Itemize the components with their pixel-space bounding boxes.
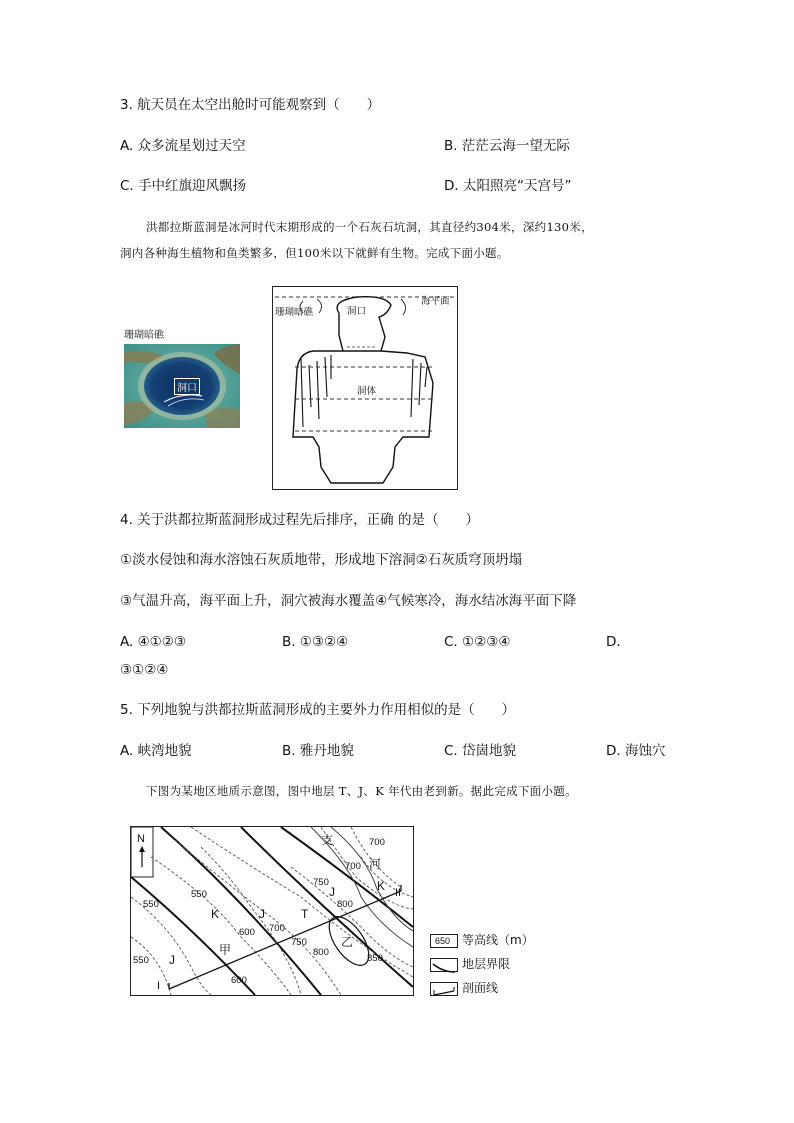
passage-2-line-1: 下图为某地区地质示意图，图中地层 T、J、K 年代由老到新。据此完成下面小题。 — [146, 784, 577, 798]
contour-label: 550 — [143, 899, 159, 910]
q4-statement-line-1: ①淡水侵蚀和海水溶蚀石灰质地带，形成地下溶洞②石灰质穹顶坍塌 — [120, 552, 523, 568]
section-start-label: I — [157, 980, 161, 992]
q4-option-d: D. — [606, 634, 621, 650]
q5-option-c: C. 岱崮地貌 — [444, 743, 517, 759]
q5-option-b: B. 雅丹地貌 — [282, 743, 354, 759]
diagram-cave-body-label: 洞体 — [357, 386, 377, 397]
q3-option-a: A. 众多流星划过天空 — [120, 138, 246, 154]
north-arrow-label: N — [137, 833, 145, 845]
q3-option-d: D. 太阳照亮“天宫号” — [444, 178, 572, 194]
q4-option-b: B. ①③②④ — [282, 634, 349, 650]
contour-label: 700 — [345, 861, 361, 872]
contour-label: 750 — [313, 877, 329, 888]
legend-contour-sample: 650 — [435, 936, 451, 946]
stratum-label: K — [211, 907, 220, 921]
legend-boundary-label: 地层界限 — [462, 957, 511, 971]
q3-stem: 3. 航天员在太空出舱时可能观察到（ ） — [120, 97, 381, 113]
section-end-label: II — [395, 887, 402, 899]
map-tributary-label-1: 支 — [321, 833, 334, 847]
map-tributary-label-2: 河 — [369, 857, 382, 871]
q4-option-d-continued: ③①②④ — [120, 662, 169, 678]
contour-label: 750 — [291, 937, 307, 948]
contour-label: 800 — [313, 947, 329, 958]
stratum-label: K — [377, 879, 386, 893]
map-legend — [430, 932, 570, 1000]
blue-hole-photo — [124, 324, 242, 432]
contour-label: 600 — [239, 927, 255, 938]
geological-map — [130, 826, 414, 996]
stratum-label: J — [169, 953, 175, 967]
q5-option-d: D. 海蚀穴 — [606, 743, 666, 759]
legend-contour-label: 等高线（m） — [462, 933, 534, 947]
q4-stem: 4. 关于洪都拉斯蓝洞形成过程先后排序，正确 的是（ ） — [120, 512, 479, 528]
contour-label: 700 — [369, 837, 385, 848]
q3-option-c: C. 手中红旗迎风飘扬 — [120, 178, 247, 194]
legend-contour-symbol — [430, 934, 458, 948]
contour-label: 700 — [269, 923, 285, 934]
legend-section-label: 剖面线 — [462, 981, 499, 995]
stratum-label: J — [329, 885, 335, 899]
diagram-sea-level-label: 海平面 — [421, 296, 450, 307]
point-jia-label: 甲 — [219, 943, 232, 957]
q4-statement-line-2: ③气温升高，海平面上升，洞穴被海水覆盖④气候寒冷，海水结冰海平面下降 — [120, 593, 577, 609]
passage-1-line-2: 洞内各种海生植物和鱼类繁多，但100米以下就鲜有生物。完成下面小题。 — [120, 246, 509, 260]
contour-label: 550 — [191, 889, 207, 900]
photo-coral-label: 珊瑚暗礁 — [124, 330, 164, 341]
photo-hole-label: 洞口 — [174, 378, 200, 395]
q5-option-a: A. 峡湾地貌 — [120, 743, 192, 759]
legend-boundary-symbol — [430, 958, 458, 972]
contour-label: 800 — [337, 899, 353, 910]
passage-1-line-1: 洪都拉斯蓝洞是冰河时代末期形成的一个石灰石坑洞，其直径约304米，深约130米， — [146, 220, 593, 234]
q5-stem: 5. 下列地貌与洪都拉斯蓝洞形成的主要外力作用相似的是（ ） — [120, 702, 516, 718]
point-yi-label: 乙 — [341, 935, 354, 949]
cave-cross-section-diagram — [272, 286, 458, 490]
stratum-label: T — [301, 907, 309, 921]
contour-label: 550 — [133, 955, 149, 966]
contour-label: 850 — [367, 953, 383, 964]
q4-option-a: A. ④①②③ — [120, 634, 186, 650]
q4-option-c: C. ①②③④ — [444, 634, 511, 650]
diagram-coral-label: 珊瑚暗礁 — [275, 307, 314, 318]
q3-option-b: B. 茫茫云海一望无际 — [444, 138, 570, 154]
diagram-hole-label: 洞口 — [347, 306, 367, 317]
contour-label: 600 — [231, 975, 247, 986]
map-lines — [131, 827, 413, 995]
stratum-label: J — [259, 907, 265, 921]
legend-section-symbol — [430, 982, 458, 996]
